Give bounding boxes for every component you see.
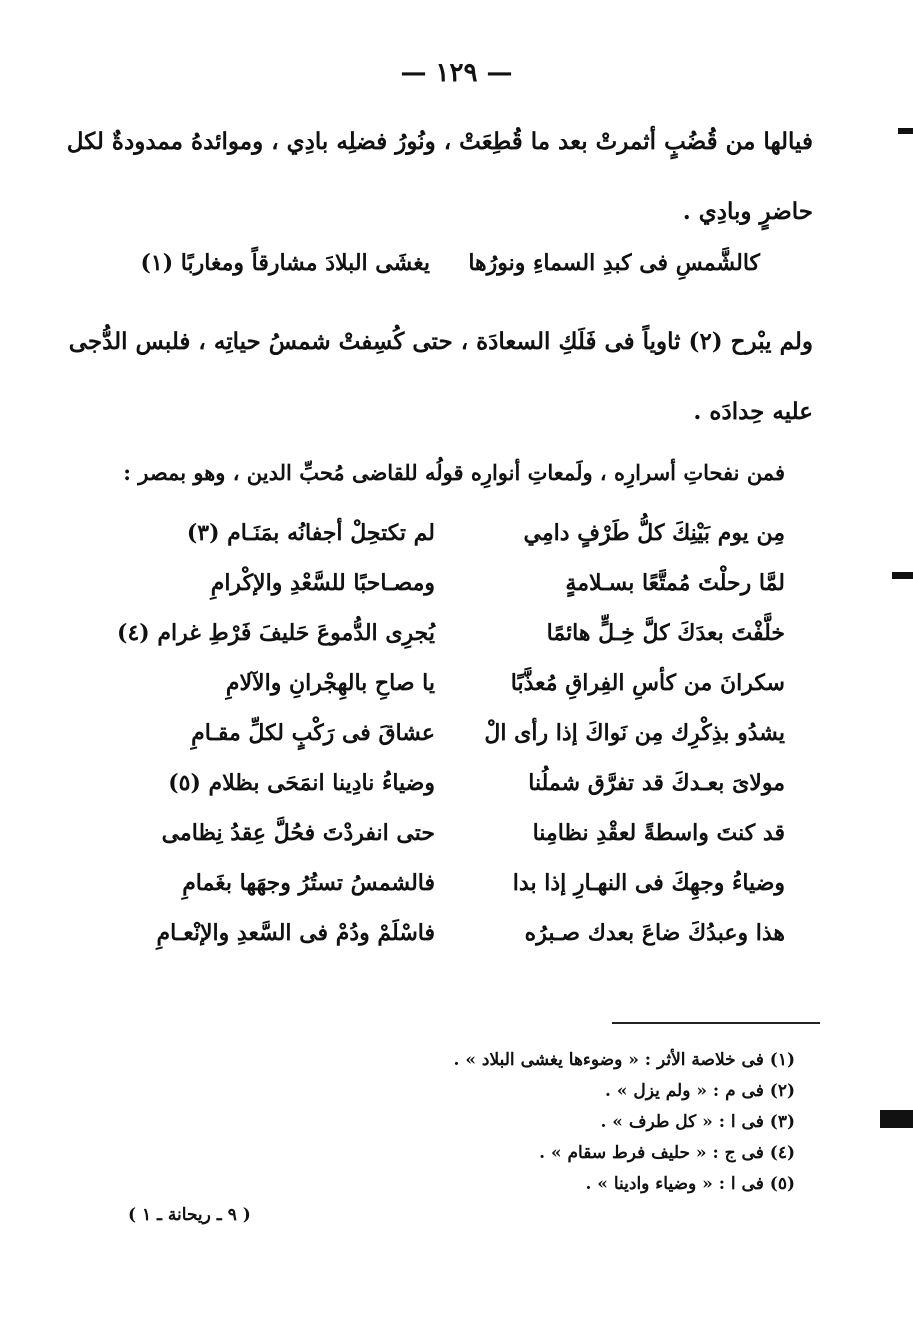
verse-line xyxy=(0,520,913,570)
verse-first-hemistich: خلَّفْتَ بعدَكَ كلَّ خِـلٍّ هائمًا xyxy=(546,620,785,646)
verse-second-hemistich: لم تكتحِلْ أجفانُه بمَنَـام (٣) xyxy=(186,520,435,546)
verse-second-hemistich: يُجرِى الدُّموعَ حَليفَ فَرْطِ غرام (٤) xyxy=(117,620,435,646)
verse-first-hemistich: مِن يوم بَيْنِكَ كلُّ طَرْفٍ دامِي xyxy=(523,520,785,546)
paragraph-2-line-1: ولم يبْرح (٢) ثاوياً فى فَلَكِ السعادَة ، حتى كُسِفتْ شمسُ حياتِه ، فلبس الدُّجى xyxy=(68,328,813,355)
printer-signature: ( ٩ ـ ريحانة ـ ١ ) xyxy=(128,1205,251,1225)
footnote: (٤) فى ج : « حليف فرط سقام » . xyxy=(539,1143,795,1163)
center-verse-hemistich-2: يغشَى البلادَ مشارقاً ومغاربًا (١) xyxy=(140,250,430,276)
verse-line xyxy=(0,570,913,620)
paragraph-1-line-1: فيالها من قُضُبٍ أثمرتْ بعد ما قُطِعَتْ ، ونُورُ فضلِه بادِي ، وموائدهُ ممدودةٌ لكل xyxy=(66,128,813,155)
verse-line xyxy=(0,920,913,970)
verse-first-hemistich: وضياءُ وجهِكَ فى النهـارِ إذا بدا xyxy=(512,870,785,896)
paragraph-2-line-2: عليه حِدادَه . xyxy=(693,398,813,425)
verse-line xyxy=(0,870,913,920)
margin-mark xyxy=(880,1110,913,1128)
verse-line xyxy=(0,620,913,670)
verse-line xyxy=(0,820,913,870)
margin-mark xyxy=(892,572,913,579)
verse-second-hemistich: يا صاحِ بالهِجْرانِ والآلامِ xyxy=(225,670,435,696)
verse-second-hemistich: فالشمسُ تستُرُ وجهَها بغَمامِ xyxy=(182,870,435,896)
verse-second-hemistich: حتى انفردْتَ فحُلَّ عِقدُ نِظامى xyxy=(161,820,435,846)
verse-line xyxy=(0,770,913,820)
page-number: — ١٢٩ — xyxy=(400,58,513,88)
verse-second-hemistich: عشاقَ فى رَكْبٍ لكلِّ مقـامِ xyxy=(191,720,435,746)
verse-first-hemistich: مولاىَ بعـدكَ قد تفرَّق شملُنا xyxy=(528,770,785,796)
verse-second-hemistich: وضياءُ نادِينا انمَحَى بظلام (٥) xyxy=(168,770,435,796)
verse-second-hemistich: فاسْلَمْ ودُمْ فى السَّعدِ والإنْعـامِ xyxy=(156,920,435,946)
verse-line xyxy=(0,670,913,720)
footnote: (٢) فى م : « ولم يزل » . xyxy=(604,1081,795,1101)
margin-mark xyxy=(898,128,913,134)
center-verse-hemistich-1: كالشَّمسِ فى كبدِ السماءِ ونورُها xyxy=(468,250,760,276)
footnotes xyxy=(235,1050,795,1205)
paragraph-1-line-2: حاضرٍ وبادِي . xyxy=(682,198,813,225)
intro-line: فمن نفحاتِ أسرارِه ، ولَمعاتِ أنوارِه قولُه للقاضى مُحبِّ الدين ، وهو بمصر : xyxy=(123,460,785,485)
footnote: (٣) فى ا : « كل طرف » . xyxy=(600,1112,795,1132)
footnote: (٥) فى ا : « وضياء وادينا » . xyxy=(585,1174,795,1194)
verse-first-hemistich: لمَّا رحلْتَ مُمتَّعًا بسـلامةٍ xyxy=(565,570,785,596)
verse-first-hemistich: يشدُو بذِكْرِك مِن نَواكَ إذا رأى الْ xyxy=(484,720,785,746)
verse-first-hemistich: سكرانَ من كأسِ الفِراقِ مُعذَّبًا xyxy=(510,670,785,696)
verse-line xyxy=(0,720,913,770)
verse-second-hemistich: ومصـاحبًا للسَّعْدِ والإكْرامِ xyxy=(210,570,435,596)
verse-first-hemistich: هذا وعبدُكَ ضاعَ بعدك صـبرُه xyxy=(524,920,785,946)
footnote-divider xyxy=(612,1022,820,1024)
footnote: (١) فى خلاصة الأثر : « وضوءها يغشى البلاد » . xyxy=(453,1050,795,1070)
verse-first-hemistich: قد كنتَ واسطةً لعقْدِ نظامِنا xyxy=(532,820,785,846)
